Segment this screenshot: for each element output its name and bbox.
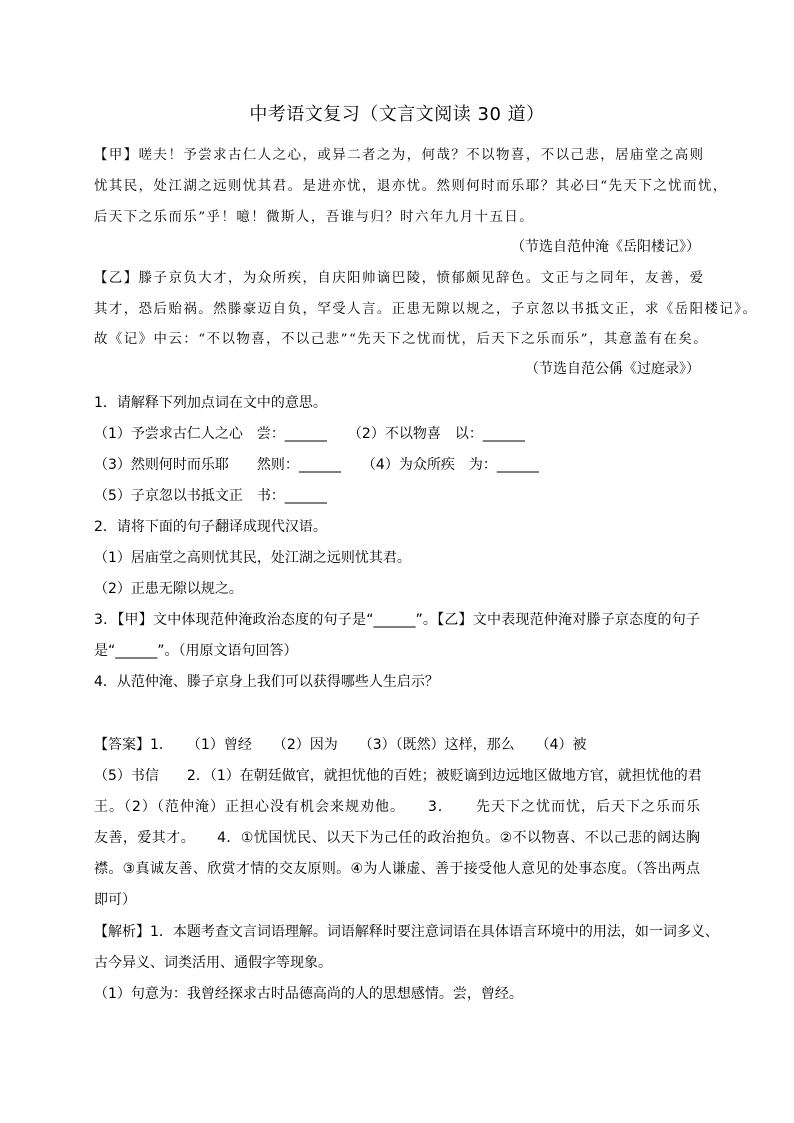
question-3-line-2: 是“______”。（用原文语句回答）: [94, 643, 298, 659]
passage-b-line-3: 故《记》中云：“不以物喜，不以己悲”“先天下之忧而忧，后天下之乐而乐”，其意盖有在矣。: [94, 332, 709, 347]
analysis-line-2: 古今异义、词类活用、通假字等现象。: [94, 955, 332, 971]
answer-line-5: 襟。③真诚友善、欣赏才情的交友原则。④为人谦虚、善于接受他人意见的处事态度。（答出两点: [94, 861, 700, 877]
passage-b-line-1: 【乙】滕子京负大才，为众所疾，自庆阳帅谪巴陵，愤郁颇见辞色。文正与之同年，友善，爱: [94, 271, 705, 286]
passage-b-line-2: 其才，恐后贻祸。然滕豪迈自负，罕受人言。正患无隙以规之，子京忽以书抵文正，求《岳阳楼记》。: [94, 302, 758, 317]
answer-line-3: 王。（2）（范仲淹）正担心没有机会来规劝他。 3． 先天下之忧而忧，后天下之乐而乐: [94, 799, 700, 815]
passage-b-source: （节选自范公偁《过庭录》）: [525, 361, 700, 377]
analysis-line-1: 【解析】1．本题考查文言词语理解。词语解释时要注意词语在具体语言环境中的用法，如一词多义、: [94, 924, 719, 940]
answer-line-1: 【答案】1． （1）曾经 （2）因为 （3）（既然）这样，那么 （4）被: [94, 737, 587, 753]
passage-a-line-2: 忧其民，处江湖之远则忧其君。是进亦忧，退亦忧。然则何时而乐耶？其必曰“先天下之忧而忧，: [94, 179, 728, 194]
question-2-item-1: （1）居庙堂之高则忧其民，处江湖之远则忧其君。: [94, 550, 411, 566]
answer-line-2: （5）书信 2．（1）在朝廷做官，就担忧他的百姓；被贬谪到边远地区做地方官，就担忧他的君: [94, 768, 702, 784]
analysis-line-3: （1）句意为：我曾经探求古时品德高尚的人的思想感情。尝，曾经。: [94, 986, 523, 1002]
question-2: 2．请将下面的句子翻译成现代汉语。: [94, 519, 327, 535]
passage-a-line-1: 【甲】嗟夫！予尝求古仁人之心，或异二者之为，何哉？不以物喜，不以己悲，居庙堂之高则: [94, 148, 705, 163]
question-3-line-1: 3．【甲】文中体现范仲淹政治态度的句子是“______”。【乙】文中表现范仲淹对滕子京态度的句子: [94, 612, 700, 628]
question-2-item-2: （2）正患无隙以规之。: [94, 581, 243, 597]
page-title: 中考语文复习（文言文阅读 30 道）: [249, 104, 545, 125]
answer-line-4: 友善，爱其才。 4．①忧国忧民、以天下为己任的政治抱负。②不以物喜、不以己悲的阔达胸: [94, 830, 700, 846]
question-4: 4．从范仲淹、滕子京身上我们可以获得哪些人生启示？: [94, 674, 439, 690]
question-1: 1．请解释下列加点词在文中的意思。: [94, 395, 327, 411]
question-1-item-5: （5）子京忽以书抵文正 书：______: [94, 488, 327, 504]
passage-a-line-3: 后天下之乐而乐”乎！噫！微斯人，吾谁与归？时六年九月十五日。: [94, 210, 535, 225]
question-1-items-3-4: （3）然则何时而乐耶 然则：______ （4）为众所疾 为：______: [94, 457, 539, 473]
answer-line-6: 即可）: [94, 892, 136, 908]
question-1-items-1-2: （1）予尝求古仁人之心 尝：______ （2）不以物喜 以：______: [94, 426, 525, 442]
passage-a-source: （节选自范仲淹《岳阳楼记》）: [511, 239, 700, 255]
